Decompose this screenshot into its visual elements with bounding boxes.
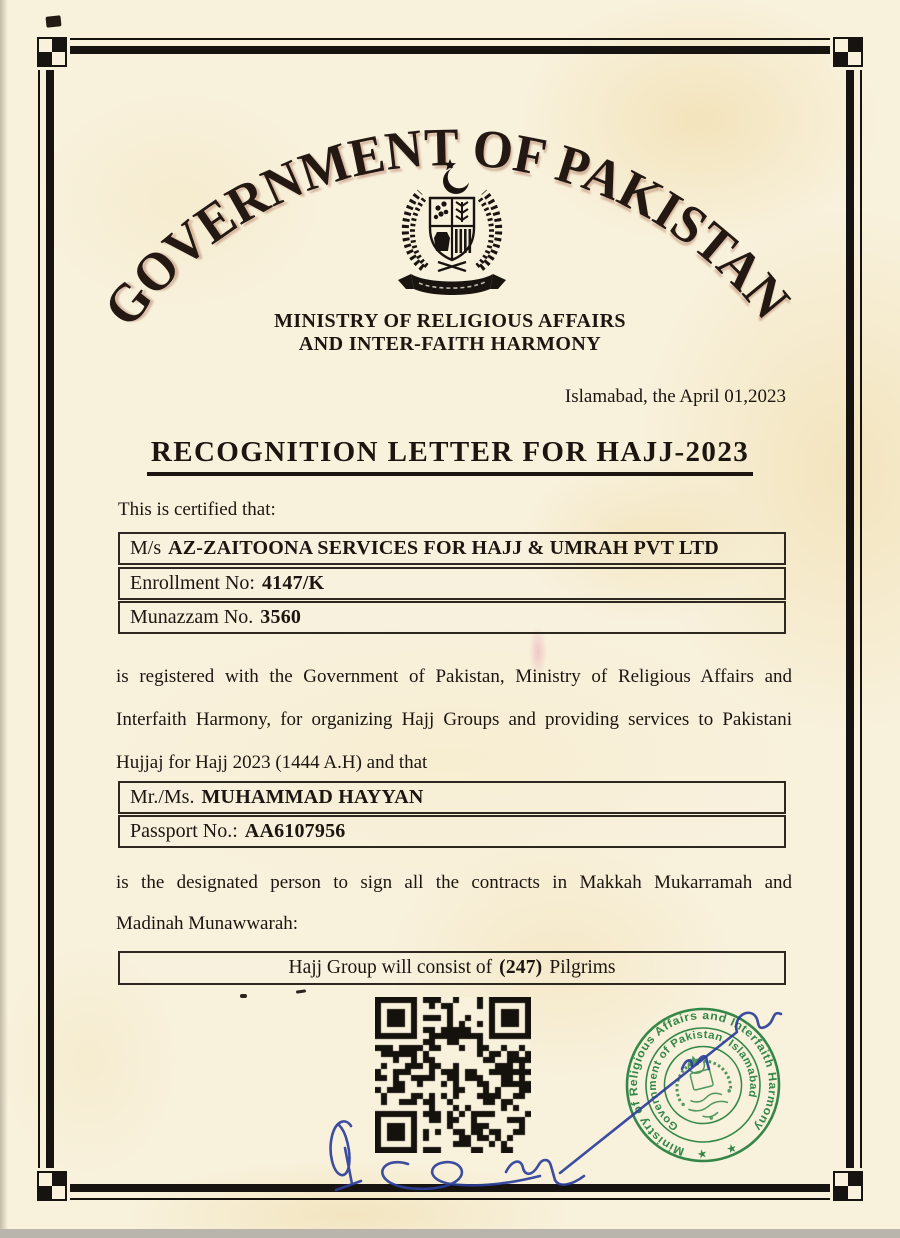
dateline: Islamabad, the April 01,2023 — [564, 386, 786, 407]
paragraph-line: Madinah Munawwarah: — [116, 913, 299, 934]
ministry-line-1: MINISTRY OF RELIGIOUS AFFAIRS — [274, 310, 626, 332]
document-title-text: RECOGNITION LETTER FOR HAJJ-2023 — [147, 436, 753, 476]
svg-text:Ministry of Religious Affairs — [612, 994, 792, 1166]
group-size-field — [118, 951, 786, 985]
paragraph-line: is registered with the Government of Pakistan, Ministry of Religious Affairs and — [116, 666, 792, 687]
enrollment-field — [118, 567, 786, 600]
group-count: (247) — [499, 957, 543, 978]
passport-field — [118, 815, 786, 848]
ministry-round-stamp — [618, 1000, 788, 1170]
ministry-heading — [0, 310, 900, 356]
company-prefix: M/s — [130, 537, 162, 559]
ministry-line-2: AND INTER-FAITH HARMONY — [298, 333, 602, 355]
pakistan-state-emblem-icon — [393, 156, 511, 298]
person-name: MUHAMMAD HAYYAN — [201, 786, 424, 808]
registered-paragraph — [116, 655, 792, 784]
certified-intro: This is certified that: — [118, 499, 276, 520]
person-label: Mr./Ms. — [130, 786, 195, 808]
stamp-outer-text: Ministry of Religious Affairs and Interfaith Harmony — [627, 1009, 779, 1158]
stamp-inner-text: Government of Pakistan, Islamabad — [646, 1028, 760, 1133]
company-field — [118, 532, 786, 565]
border-corner-ornament — [37, 1171, 67, 1201]
person-field — [118, 781, 786, 814]
border-corner-ornament — [833, 1171, 863, 1201]
group-prefix: Hajj Group will consist of — [288, 957, 493, 978]
border-corner-ornament — [833, 37, 863, 67]
enrollment-label: Enrollment No: — [130, 572, 255, 594]
paragraph-line: Hujjaj for Hajj 2023 (1444 A.H) and that — [116, 752, 428, 773]
document-title — [0, 436, 900, 476]
qr-code — [375, 997, 531, 1153]
scan-edge-shadow — [0, 0, 8, 1238]
passport-label: Passport No.: — [130, 820, 238, 842]
border-corner-ornament — [37, 37, 67, 67]
enrollment-value: 4147/K — [261, 572, 325, 594]
passport-value: AA6107956 — [244, 820, 346, 842]
paragraph-line: Interfaith Harmony, for organizing Hajj Groups and providing services to Pakistani — [116, 709, 792, 730]
munazzam-label: Munazzam No. — [130, 606, 254, 628]
munazzam-field — [118, 601, 786, 634]
stamp-star-icon: ★ — [696, 1148, 709, 1162]
scan-speck — [45, 15, 61, 28]
scan-bottom-band — [0, 1229, 900, 1238]
company-name: AZ-ZAITOONA SERVICES FOR HAJJ & UMRAH PVT LTD — [168, 537, 719, 559]
group-suffix: Pilgrims — [549, 957, 616, 978]
stamp-star-icon: ★ — [726, 1142, 738, 1156]
munazzam-value: 3560 — [260, 606, 302, 628]
paragraph-line: is the designated person to sign all the contracts in Makkah Mukarramah and — [116, 872, 792, 893]
arch-title-text: GOVERNMENT OF PAKISTAN — [91, 116, 803, 338]
designated-paragraph — [116, 862, 792, 944]
